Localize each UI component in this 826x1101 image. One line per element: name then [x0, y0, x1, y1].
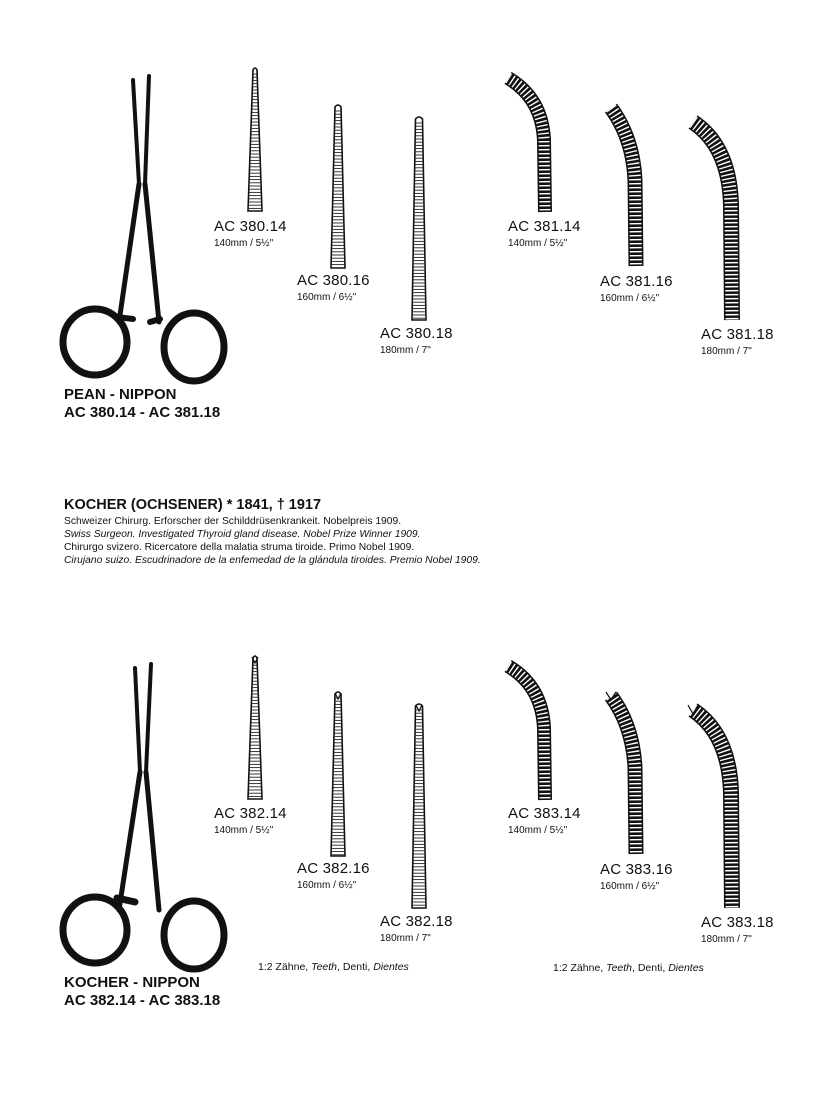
item-size: 160mm / 6½": [600, 293, 660, 304]
note-text: Dientes: [668, 962, 704, 974]
item-size: 140mm / 5½": [214, 825, 274, 836]
item-code: AC 382.14: [214, 805, 287, 822]
jaw-straight-382-14: [245, 654, 265, 804]
jaw-curved-383-14: [498, 658, 568, 808]
bio-line-english: Swiss Surgeon. Investigated Thyroid gland disease. Nobel Prize Winner 1909.: [64, 529, 421, 540]
item-code: AC 380.18: [380, 325, 453, 342]
note-text: 1:2 Zähne,: [258, 961, 312, 973]
teeth-note-right: [553, 962, 704, 974]
item-code: AC 381.14: [508, 218, 581, 235]
jaw-curved-383-16: [597, 688, 667, 858]
jaw-curved-381-18: [683, 114, 753, 324]
item-code: AC 383.18: [701, 914, 774, 931]
item-size: 140mm / 5½": [508, 825, 568, 836]
jaw-curved-383-18: [683, 702, 753, 912]
jaw-straight-382-16: [328, 690, 348, 860]
item-size: 180mm / 7": [701, 934, 752, 945]
item-code: AC 380.14: [214, 218, 287, 235]
section-title-kocher: KOCHER - NIPPON: [64, 974, 200, 991]
bio-line-german: Schweizer Chirurg. Erforscher der Schilddrüsenkrankeit. Nobelpreis 1909.: [64, 516, 402, 527]
jaw-curved-381-16: [597, 100, 667, 270]
item-size: 160mm / 6½": [600, 881, 660, 892]
note-text: Teeth: [606, 962, 633, 974]
item-code: AC 382.16: [297, 860, 370, 877]
pean-forceps-illustration: [55, 72, 235, 392]
item-size: 140mm / 5½": [214, 238, 274, 249]
teeth-note-left: [258, 961, 409, 973]
section-title-pean: PEAN - NIPPON: [64, 386, 177, 403]
item-size: 180mm / 7": [380, 345, 431, 356]
item-code: AC 383.14: [508, 805, 581, 822]
item-size: 180mm / 7": [380, 933, 431, 944]
item-code: AC 382.18: [380, 913, 453, 930]
jaw-curved-381-14: [498, 70, 568, 220]
item-code: AC 380.16: [297, 272, 370, 289]
item-size: 160mm / 6½": [297, 292, 357, 303]
note-text: , Denti,: [337, 961, 374, 973]
jaw-straight-380-16: [328, 103, 348, 273]
jaw-straight-380-18: [409, 115, 429, 330]
bio-line-spanish: Cirujano suizo. Escudrinadore de la enfemedad de la glándula tiroides. Premio Nobel 1909.: [64, 555, 481, 566]
jaw-straight-382-18: [409, 702, 429, 917]
note-text: , Denti,: [632, 962, 669, 974]
kocher-forceps-illustration: [55, 660, 235, 980]
item-code: AC 381.18: [701, 326, 774, 343]
item-code: AC 381.16: [600, 273, 673, 290]
note-text: Teeth: [311, 961, 338, 973]
jaw-straight-380-14: [245, 66, 265, 216]
note-text: Dientes: [373, 961, 409, 973]
section-subtitle-kocher: AC 382.14 - AC 383.18: [64, 992, 221, 1009]
item-size: 140mm / 5½": [508, 238, 568, 249]
note-text: 1:2 Zähne,: [553, 962, 607, 974]
bio-line-italian: Chirurgo svizero. Ricercatore della malatia struma tiroide. Primo Nobel 1909.: [64, 542, 415, 553]
item-size: 180mm / 7": [701, 346, 752, 357]
item-code: AC 383.16: [600, 861, 673, 878]
section-subtitle-pean: AC 380.14 - AC 381.18: [64, 404, 221, 421]
bio-heading: KOCHER (OCHSENER) * 1841, † 1917: [64, 497, 322, 513]
item-size: 160mm / 6½": [297, 880, 357, 891]
